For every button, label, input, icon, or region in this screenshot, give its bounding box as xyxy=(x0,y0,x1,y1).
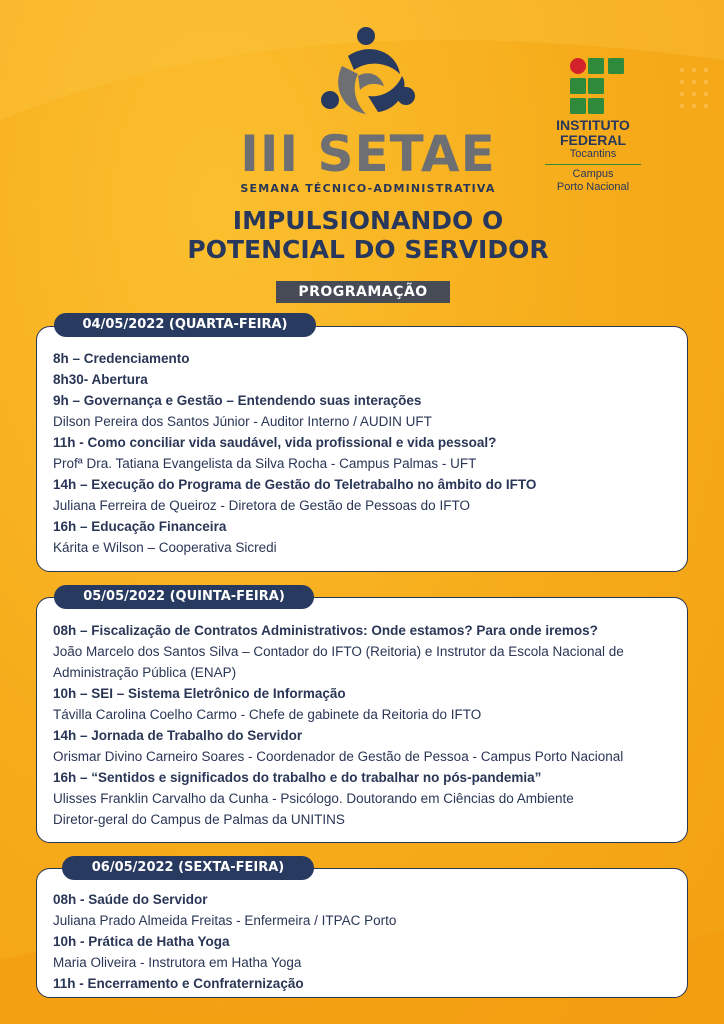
schedule-line: Távilla Carolina Coelho Carmo - Chefe de gabinete da Reitoria do IFTO xyxy=(53,707,482,722)
schedule-line: Juliana Prado Almeida Freitas - Enfermeira / ITPAC Porto xyxy=(53,913,397,928)
section-label: PROGRAMAÇÃO xyxy=(276,281,450,303)
institution-campus-line-2: Porto Nacional xyxy=(556,181,630,193)
schedule-line: 08h – Fiscalização de Contratos Administrativos: Onde estamos? Para onde iremos? xyxy=(53,623,598,638)
schedule-line: 11h - Encerramento e Confraternização xyxy=(53,976,304,991)
day-tab-3: 06/05/2022 (SEXTA-FEIRA) xyxy=(62,856,314,880)
event-subtitle: SEMANA TÉCNICO-ADMINISTRATIVA xyxy=(240,182,496,195)
schedule-line: 14h – Jornada de Trabalho do Servidor xyxy=(53,728,303,743)
schedule-line: Dilson Pereira dos Santos Júnior - Auditor Interno / AUDIN UFT xyxy=(53,414,432,429)
institution-divider xyxy=(545,164,641,165)
event-title: III SETAE xyxy=(240,125,496,183)
schedule-line: Maria Oliveira - Instrutora em Hatha Yoga xyxy=(53,955,302,970)
headline-line-1: IMPULSIONANDO O xyxy=(232,206,504,235)
institution-name-line-2: FEDERAL xyxy=(559,132,627,148)
schedule-line: Ulisses Franklin Carvalho da Cunha - Psicólogo. Doutorando em Ciências do Ambiente xyxy=(53,791,574,806)
institution-state: Tocantins xyxy=(569,148,617,160)
schedule-line: 10h – SEI – Sistema Eletrônico de Informação xyxy=(53,686,346,701)
schedule-line: Orismar Divino Carneiro Soares - Coordenador de Gestão de Pessoa - Campus Porto Nacional xyxy=(53,749,624,764)
day-2-schedule xyxy=(53,620,679,830)
schedule-line: Kárita e Wilson – Cooperativa Sicredi xyxy=(53,540,277,555)
schedule-line: João Marcelo dos Santos Silva – Contador do IFTO (Reitoria) e Instrutor da Escola Nacional de xyxy=(53,644,624,659)
schedule-line: 16h – “Sentidos e significados do trabalho e do trabalhar no pós-pandemia” xyxy=(53,770,542,785)
schedule-line: 11h - Como conciliar vida saudável, vida profissional e vida pessoal? xyxy=(53,435,497,450)
schedule-line: 14h – Execução do Programa de Gestão do Teletrabalho no âmbito do IFTO xyxy=(53,477,537,492)
day-card-1 xyxy=(36,326,688,572)
schedule-line: 9h – Governança e Gestão – Entendendo suas interações xyxy=(53,393,422,408)
day-1-schedule xyxy=(53,348,679,558)
day-card-2 xyxy=(36,597,688,843)
event-headline xyxy=(150,206,586,264)
schedule-line: Juliana Ferreira de Queiroz - Diretora de Gestão de Pessoas do IFTO xyxy=(53,498,470,513)
schedule-line: 8h – Credenciamento xyxy=(53,351,190,366)
setae-logo-icon xyxy=(318,26,418,118)
instituto-federal-logo-icon xyxy=(566,56,626,116)
schedule-line: 16h – Educação Financeira xyxy=(53,519,227,534)
schedule-line: Administração Pública (ENAP) xyxy=(53,665,237,680)
day-tab-1: 04/05/2022 (QUARTA-FEIRA) xyxy=(54,313,316,337)
schedule-line: 10h - Prática de Hatha Yoga xyxy=(53,934,230,949)
day-tab-2: 05/05/2022 (QUINTA-FEIRA) xyxy=(54,585,314,609)
institution-block xyxy=(540,118,646,194)
institution-name-line-1: INSTITUTO xyxy=(556,117,630,133)
headline-line-2: POTENCIAL DO SERVIDOR xyxy=(187,235,549,264)
day-card-3 xyxy=(36,868,688,998)
schedule-line: 8h30- Abertura xyxy=(53,372,148,387)
day-3-schedule xyxy=(53,889,679,994)
institution-campus-line-1: Campus xyxy=(572,168,614,180)
schedule-line: 08h - Saúde do Servidor xyxy=(53,892,208,907)
schedule-line: Profª Dra. Tatiana Evangelista da Silva Rocha - Campus Palmas - UFT xyxy=(53,456,477,471)
schedule-line: Diretor-geral do Campus de Palmas da UNITINS xyxy=(53,812,345,827)
